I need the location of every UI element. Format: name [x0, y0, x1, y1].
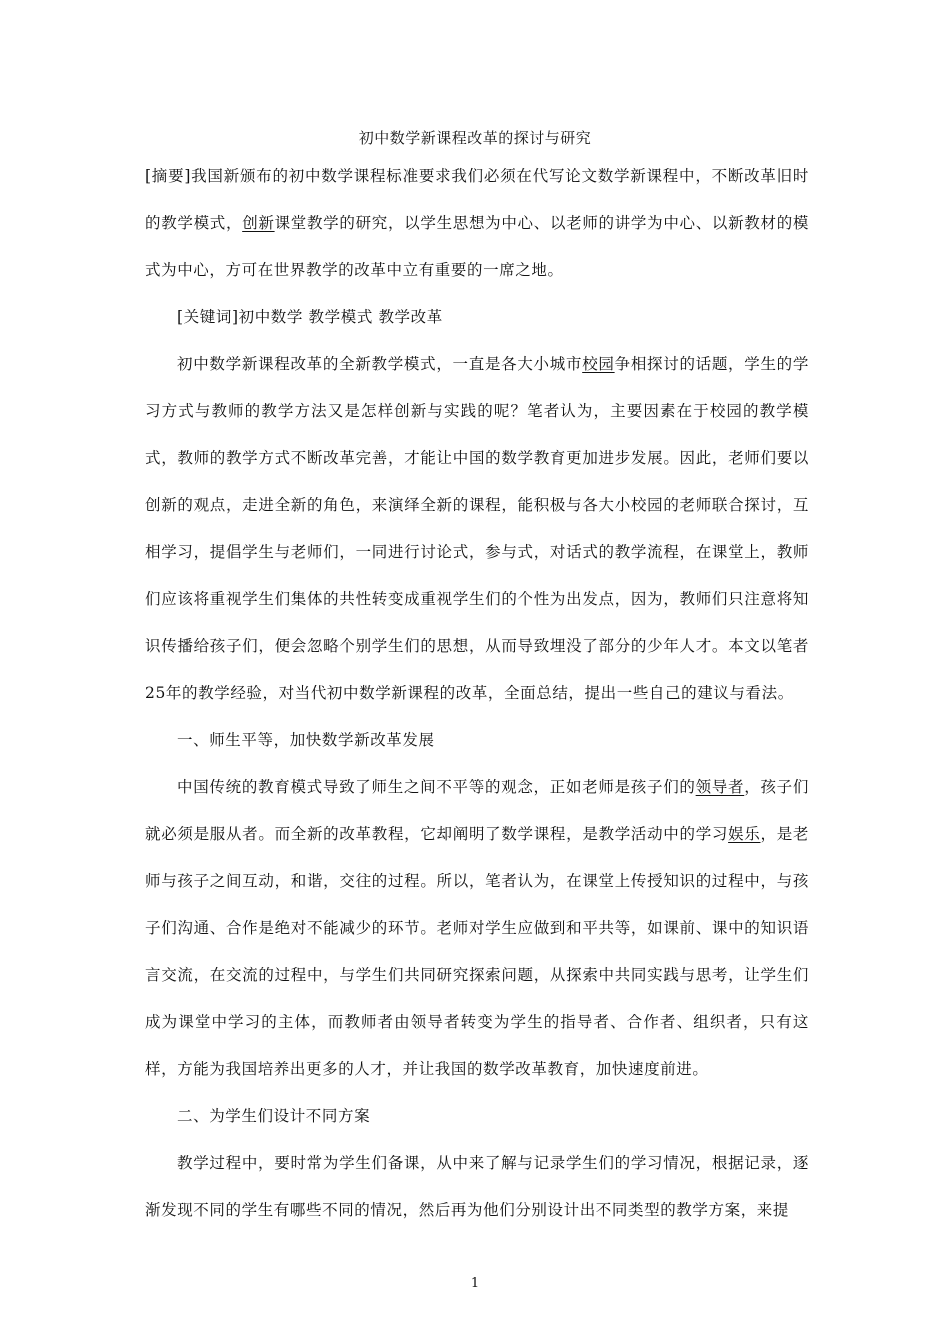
section-2-paragraph: 教学过程中，要时常为学生们备课，从中来了解与记录学生们的学习情况，根据记录，逐渐发现不同的学生有哪些不同的情况，然后再为他们分别设计出不同类型的教学方案，来提	[145, 1154, 809, 1219]
abstract-text-continued: 课堂教学的研究，以学生思想为中心、以老师的讲学为中心、以新教材的模式为中心，方可在世界教学的改革中立有重要的一席之地。	[145, 214, 809, 279]
abstract-paragraph	[145, 153, 809, 294]
section-1-heading: 一、师生平等，加快数学新改革发展	[177, 731, 435, 749]
page-number: 1	[470, 1276, 480, 1291]
section-2-heading: 二、为学生们设计不同方案	[177, 1107, 371, 1125]
section-1-link-leader[interactable]: 领导者	[695, 778, 745, 796]
intro-link-campus[interactable]: 校园	[582, 355, 615, 373]
keywords-paragraph: [关键词]初中数学 教学模式 教学改革	[177, 308, 443, 326]
abstract-text: [摘要]我国新颁布的初中数学课程标准要求我们必须在代写论文数学新课程中，不断改革旧时的教学模式，	[145, 167, 810, 232]
section-1-text-3: ，是老师与孩子之间互动，和谐，交往的过程。所以，笔者认为，在课堂上传授知识的过程中，与孩子们沟通、合作是绝对不能减少的环节。老师对学生应做到和平共等，如课前、课中的知识语言交流，在交流的过程中，与学生们共同研究探索问题，从探索中共同实践与思考，让学生们成为课堂中学习的主体，而教师者由领导者转变为学生的指导者、合作者、组织者，只有这样，方能为我国培养出更多的人才，并让我国的数学改革教育，加快速度前进。	[145, 825, 809, 1078]
section-1-link-entertainment[interactable]: 娱乐	[728, 825, 761, 843]
section-1-text: 中国传统的教育模式导致了师生之间不平等的观念，正如老师是孩子们的	[177, 778, 696, 796]
abstract-link-innovation[interactable]: 创新	[242, 214, 275, 232]
document-body	[145, 153, 809, 1234]
intro-text-continued: 争相探讨的话题，学生的学习方式与教师的教学方法又是怎样创新与实践的呢？笔者认为，主要因素在于校园的教学模式，教师的教学方式不断改革完善，才能让中国的数学教育更加进步发展。因此，老师们要以创新的观点，走进全新的角色，来演绎全新的课程，能积极与各大小校园的老师联合探讨，互相学习，提倡学生与老师们，一同进行讨论式，参与式，对话式的教学流程，在课堂上，教师们应该将重视学生们集体的共性转变成重视学生们的个性为出发点，因为，教师们只注意将知识传播给孩子们，便会忽略个别学生们的思想，从而导致埋没了部分的少年人才。本文以笔者25年的教学经验，对当代初中数学新课程的改革，全面总结，提出一些自己的建议与看法。	[145, 355, 809, 702]
section-1-text-2: ，孩子们就必须是服从者。而全新的改革教程，它却阐明了数学课程，是教学活动中的学习	[145, 778, 809, 843]
intro-paragraph	[145, 341, 809, 717]
document-title: 初中数学新课程改革的探讨与研究	[358, 129, 592, 147]
section-1-paragraph	[145, 764, 809, 1093]
intro-text: 初中数学新课程改革的全新教学模式，一直是各大小城市	[177, 355, 583, 373]
